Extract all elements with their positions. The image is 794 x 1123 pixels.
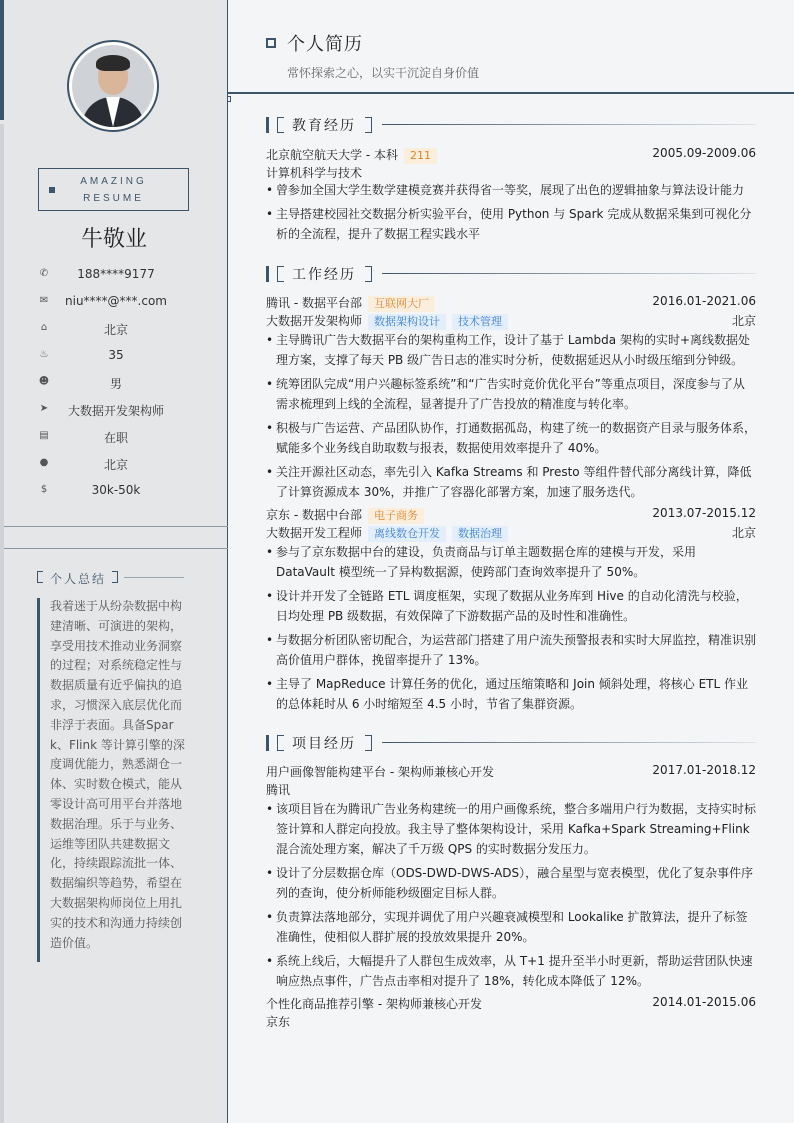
send-icon: ➤ bbox=[39, 403, 49, 414]
list-item: • 主导搭建校园社交数据分析实验平台，使用 Python 与 Spark 完成从数据采集到可视化分析的全流程，提升了数据工程实践水平 bbox=[266, 204, 756, 244]
section-projects-heading bbox=[266, 733, 756, 753]
info-status bbox=[0, 427, 228, 447]
skill-tag: 数据治理 bbox=[452, 526, 508, 542]
skill-tag: 数据架构设计 bbox=[368, 314, 446, 330]
face-icon: ☻ bbox=[38, 376, 50, 387]
skill-tag: 技术管理 bbox=[452, 314, 508, 330]
info-value: 30k-50k bbox=[91, 483, 141, 497]
list-item: • 参与了京东数据中台的建设，负责商品与订单主题数据仓库的建模与开发，采用 DataVault 模型统一了异构数据源，使跨部门查询效率提升了 50%。 bbox=[266, 542, 756, 582]
job-date: 2013.07-2015.12 bbox=[652, 506, 756, 520]
bracket-right-icon bbox=[365, 117, 372, 133]
project-company: 京东 bbox=[266, 1015, 291, 1029]
list-item: • 主导腾讯广告大数据平台的架构重构工作，设计了基于 Lambda 架构的实时+离线数据处理方案，支撑了每天 PB 级广告日志的准实时分析，使数据延迟从小时级压缩到分钟级。 bbox=[266, 330, 756, 370]
job-role-row bbox=[266, 524, 756, 542]
bracket-right-icon bbox=[112, 571, 118, 583]
job-date: 2016.01-2021.06 bbox=[652, 294, 756, 308]
project-header bbox=[266, 995, 756, 1013]
header-mark bbox=[227, 96, 231, 102]
section-education-heading bbox=[266, 115, 756, 135]
list-item: • 曾参加全国大学生数学建模竞赛并获得省一等奖，展现了出色的逻辑抽象与算法设计能力 bbox=[266, 180, 756, 200]
briefcase-icon: ▤ bbox=[39, 430, 49, 441]
summary-text: 我着迷于从纷杂数据中构建清晰、可演进的架构，享受用技术推动业务洞察的过程；对系统稳定性与数据质量有近乎偏执的追求，习惯深入底层优化而非浮于表面。具备Spark、Flink 等计算引擎的深度调优能力，熟悉湖仓一体、实时数仓模式，能从零设计高可用平台并落地数据治理。乐于与业务、运维等团队共建数据文化，持续跟踪流批一体、数据编织等趋势，希望在大数据架构师岗位上用扎实的技术和沟通力持续创造价值。 bbox=[50, 599, 185, 950]
education-bullets bbox=[266, 180, 756, 248]
list-item: • 设计并开发了全链路 ETL 调度框架，实现了数据从业务库到 Hive 的自动化清洗与校验，日均处理 PB 级数据，有效保障了下游数据产品的及时性和准确性。 bbox=[266, 586, 756, 626]
job-header bbox=[266, 294, 756, 312]
section-line bbox=[382, 742, 756, 743]
avatar-photo bbox=[72, 45, 154, 127]
avatar bbox=[67, 40, 159, 132]
summary-title-line bbox=[124, 577, 184, 578]
list-item: • 统筹团队完成“用户兴趣标签系统”和“广告实时竞价优化平台”等重点项目，深度参与了从需求梳理到上线的全流程，显著提升了广告投放的精准度与转化率。 bbox=[266, 374, 756, 414]
bracket-right-icon bbox=[365, 266, 372, 282]
location-icon: ● bbox=[39, 457, 49, 468]
list-item: • 与数据分析团队密切配合，为运营部门搭建了用户流失预警报表和实时大屏监控，精准识别高价值用户群体，挽留率提升了 13%。 bbox=[266, 630, 756, 670]
resume-badge bbox=[38, 168, 189, 211]
header-rule bbox=[228, 92, 794, 94]
cake-icon: ♨ bbox=[39, 349, 49, 360]
bracket-left-icon bbox=[277, 117, 284, 133]
project-bullets bbox=[266, 799, 756, 995]
mail-icon: ✉ bbox=[39, 295, 49, 306]
info-email bbox=[0, 292, 228, 312]
list-item: • 积极与广告运营、产品团队协作，打通数据孤岛，构建了统一的数据资产目录与服务体系，赋能多个业务线自助取数与报表，数据使用效率提升了 40%。 bbox=[266, 418, 756, 458]
phone-icon: ✆ bbox=[39, 268, 49, 279]
job-city: 北京 bbox=[731, 526, 756, 540]
summary-bar bbox=[37, 598, 40, 962]
candidate-name: 牛敬业 bbox=[80, 227, 147, 252]
badge-line2: RESUME bbox=[83, 193, 144, 204]
bracket-left-icon bbox=[277, 266, 284, 282]
page-title: 个人简历 bbox=[287, 34, 363, 55]
info-value: 大数据开发架构师 bbox=[67, 404, 164, 418]
info-value: niu****@***.com bbox=[65, 294, 167, 308]
divider bbox=[4, 548, 228, 549]
job-role: 大数据开发工程师 bbox=[266, 526, 363, 540]
section-title: 教育经历 bbox=[292, 118, 356, 134]
info-value: 男 bbox=[109, 377, 122, 391]
section-bar bbox=[266, 117, 269, 133]
project-header bbox=[266, 763, 756, 781]
company-name: 京东 - 数据中台部 bbox=[266, 508, 362, 522]
school-tag: 211 bbox=[404, 148, 437, 164]
home-icon: ⌂ bbox=[40, 322, 48, 333]
project-company: 腾讯 bbox=[266, 783, 291, 797]
info-gender bbox=[0, 373, 228, 393]
title-square-icon bbox=[266, 38, 276, 48]
info-hometown bbox=[0, 319, 228, 339]
info-salary bbox=[0, 481, 228, 501]
job-city: 北京 bbox=[731, 314, 756, 328]
section-bar bbox=[266, 266, 269, 282]
job-role: 大数据开发架构师 bbox=[266, 314, 363, 328]
info-phone bbox=[0, 265, 228, 285]
company-name: 腾讯 - 数据平台部 bbox=[266, 296, 362, 310]
project-name: 个性化商品推荐引擎 - 架构师兼核心开发 bbox=[266, 997, 482, 1011]
section-title: 项目经历 bbox=[292, 736, 356, 752]
list-item: • 负责算法落地部分，实现并调优了用户兴趣衰减模型和 Lookalike 扩散算法，提升了标签准确性，使相似人群扩展的投放效果提升 20%。 bbox=[266, 907, 756, 947]
school-name: 北京航空航天大学 - 本科 bbox=[266, 148, 398, 162]
bracket-right-icon bbox=[365, 735, 372, 751]
sidebar bbox=[0, 0, 228, 1123]
list-item: • 主导了 MapReduce 计算任务的优化，通过压缩策略和 Join 倾斜处理，将核心 ETL 作业的总体耗时从 6 小时缩短至 4.5 小时，节省了集群资源。 bbox=[266, 674, 756, 714]
education-row bbox=[266, 146, 756, 164]
section-title: 工作经历 bbox=[292, 267, 356, 283]
info-location bbox=[0, 454, 228, 474]
project-name: 用户画像智能构建平台 - 架构师兼核心开发 bbox=[266, 765, 494, 779]
job-header bbox=[266, 506, 756, 524]
skill-tag: 离线数仓开发 bbox=[368, 526, 446, 542]
industry-tag: 电子商务 bbox=[368, 508, 424, 524]
info-position bbox=[0, 400, 228, 420]
list-item: • 关注开源社区动态，率先引入 Kafka Streams 和 Presto 等组件替代部分离线计算，降低了计算资源成本 30%，并推广了容器化部署方案，加速了服务迭代。 bbox=[266, 462, 756, 502]
section-line bbox=[382, 124, 756, 125]
badge-line1: AMAZING bbox=[80, 176, 147, 187]
page-subtitle: 常怀探索之心，以实干沉淀自身价值 bbox=[287, 66, 480, 80]
project-date: 2014.01-2015.06 bbox=[652, 995, 756, 1009]
industry-tag: 互联网大厂 bbox=[368, 296, 435, 312]
section-line bbox=[382, 273, 756, 274]
job-bullets bbox=[266, 542, 756, 718]
bracket-left-icon bbox=[277, 735, 284, 751]
section-work-heading bbox=[266, 264, 756, 284]
badge-square-icon bbox=[49, 187, 55, 193]
info-value: 北京 bbox=[103, 323, 128, 337]
summary-title: 个人总结 bbox=[50, 572, 107, 586]
money-icon: $ bbox=[40, 484, 48, 495]
project-date: 2017.01-2018.12 bbox=[652, 763, 756, 777]
info-value: 35 bbox=[108, 348, 124, 362]
job-bullets bbox=[266, 330, 756, 506]
list-item: • 系统上线后，大幅提升了人群包生成效率，从 T+1 提升至半小时更新，帮助运营团队快速响应热点事件，广告点击率相对提升了 18%，转化成本降低了 12%。 bbox=[266, 951, 756, 991]
bracket-left-icon bbox=[37, 571, 43, 583]
info-age bbox=[0, 346, 228, 366]
info-value: 在职 bbox=[103, 431, 128, 445]
section-bar bbox=[266, 735, 269, 751]
sidebar-accent bbox=[0, 0, 4, 120]
job-role-row bbox=[266, 312, 756, 330]
major: 计算机科学与技术 bbox=[266, 166, 363, 180]
list-item: • 设计了分层数据仓库（ODS-DWD-DWS-ADS），融合星型与宽表模型，优化了复杂事件序列的查询，使分析师能秒级圈定目标人群。 bbox=[266, 863, 756, 903]
divider bbox=[4, 526, 228, 527]
info-value: 北京 bbox=[103, 458, 128, 472]
list-item: • 该项目旨在为腾讯广告业务构建统一的用户画像系统，整合多端用户行为数据，支持实时标签计算和人群定向投放。我主导了整体架构设计，采用 Kafka+Spark Streaming+Flink 混合流处理方案，解决了千万级 QPS 的实时数据分发压力。 bbox=[266, 799, 756, 859]
education-date: 2005.09-2009.06 bbox=[652, 146, 756, 160]
info-value: 188****9177 bbox=[77, 267, 155, 281]
